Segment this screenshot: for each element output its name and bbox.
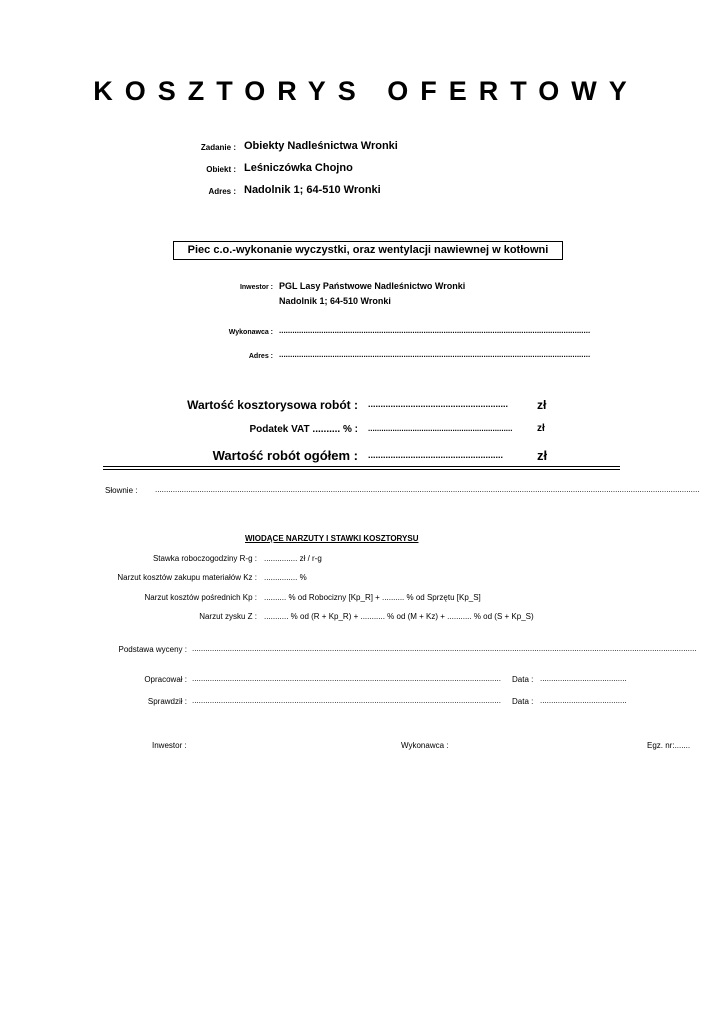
- adres-label: Adres :: [208, 187, 236, 196]
- sprawdzil-dots: ...........................................................................................................................................: [192, 696, 501, 705]
- rates-heading: WIODĄCE NARZUTY I STAWKI KOSZTORYSU: [245, 534, 419, 543]
- zadanie-value: Obiekty Nadleśnictwa Wronki: [244, 140, 398, 152]
- wartosc-kosztorysowa-unit: zł: [537, 398, 547, 412]
- z-label: Narzut zysku Z :: [199, 612, 257, 621]
- opracowal-dots: ...........................................................................................................................................: [192, 674, 501, 683]
- divider-bottom: [103, 469, 620, 470]
- wykonawca-dots: ............................................................................................................................................: [279, 326, 591, 335]
- zadanie-label: Zadanie :: [200, 143, 236, 152]
- wykonawca-label: Wykonawca :: [228, 329, 273, 336]
- podstawa-label: Podstawa wyceny :: [118, 645, 187, 654]
- z-value: ........... % od (R + Kp_R) + ........... % od (M + Kz) + ........... % od (S + Kp_S): [264, 612, 534, 621]
- sprawdzil-date-label: Data :: [512, 697, 534, 706]
- kz-label: Narzut kosztów zakupu materiałów Kz :: [117, 573, 257, 582]
- wartosc-kosztorysowa-label: Wartość kosztorysowa robót :: [187, 398, 358, 412]
- footer-wykonawca-label: Wykonawca :: [401, 741, 449, 750]
- vat-label: Podatek VAT .......... % :: [249, 424, 358, 435]
- wartosc-ogolem-unit: zł: [537, 448, 548, 463]
- kp-label: Narzut kosztów pośrednich Kp :: [144, 593, 257, 602]
- scope-box: Piec c.o.-wykonanie wyczystki, oraz wentylacji nawiewnej w kotłowni: [173, 241, 563, 260]
- wykonawca-adres-label: Adres :: [248, 353, 273, 360]
- wartosc-ogolem-label: Wartość robót ogółem :: [212, 448, 358, 463]
- opracowal-label: Opracował :: [144, 675, 187, 684]
- vat-dots: .................................................................: [368, 424, 513, 433]
- slownie-label: Słownie :: [105, 486, 138, 495]
- slownie-dots: .....................................................................................................................................................................................................................................................: [155, 485, 700, 494]
- sprawdzil-label: Sprawdził :: [147, 697, 187, 706]
- adres-value: Nadolnik 1; 64-510 Wronki: [244, 184, 381, 196]
- wykonawca-adres-dots: ............................................................................................................................................: [279, 350, 591, 359]
- opracowal-date-dots: .......................................: [540, 674, 627, 683]
- sprawdzil-date-dots: .......................................: [540, 696, 627, 705]
- inwestor-line1: PGL Lasy Państwowe Nadleśnictwo Wronki: [279, 281, 466, 291]
- rg-value: ............... zł / r-g: [264, 554, 322, 563]
- wartosc-kosztorysowa-dots: ........................................................: [368, 399, 509, 409]
- obiekt-value: Leśniczówka Chojno: [244, 162, 353, 174]
- kz-value: ............... %: [264, 573, 307, 582]
- wartosc-ogolem-dots: ......................................................: [368, 450, 504, 460]
- document-title: KOSZTORYS OFERTOWY: [93, 76, 639, 106]
- inwestor-label: Inwestor :: [239, 284, 273, 291]
- inwestor-line2: Nadolnik 1; 64-510 Wronki: [279, 296, 391, 306]
- kp-value: .......... % od Robocizny [Kp_R] + .......... % od Sprzętu [Kp_S]: [264, 593, 481, 602]
- obiekt-label: Obiekt :: [206, 165, 236, 174]
- opracowal-date-label: Data :: [512, 675, 534, 684]
- rg-label: Stawka roboczogodziny R-g :: [152, 554, 257, 563]
- podstawa-dots: ...................................................................................................................................................................................................................................: [192, 644, 697, 653]
- egz-nr-label: Egz. nr:.......: [647, 741, 691, 750]
- vat-unit: zł: [537, 423, 545, 434]
- footer-inwestor-label: Inwestor :: [152, 741, 187, 750]
- divider-top: [103, 466, 620, 467]
